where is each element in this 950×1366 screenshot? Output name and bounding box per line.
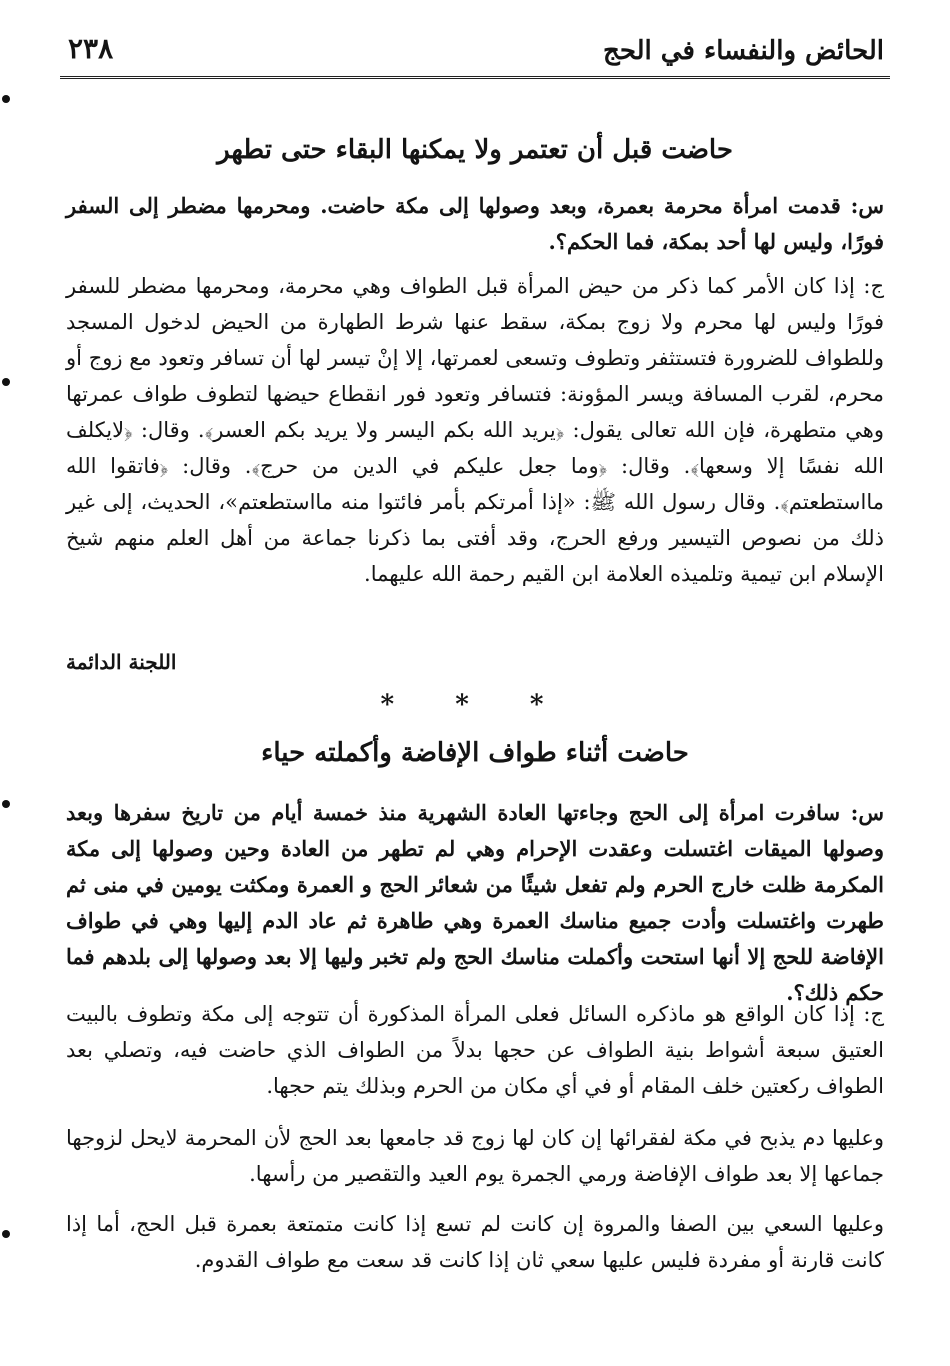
section-title-2: حاضت أثناء طواف الإفاضة وأكملته حياء <box>261 738 689 768</box>
margin-mark <box>2 378 10 386</box>
page-header <box>60 30 890 79</box>
page-number: ٢٣٨ <box>68 32 114 65</box>
answer-2-paragraph-1: ج: إذا كان الواقع هو ماذكره السائل فعلى المرأة المذكورة أن تتوجه إلى مكة وتطوف بالبيت العتيق سبعة أشواط بنية الطواف عن حجها بدلاً من الطواف الذي حاضت فيه، وتصلي بعد الطواف ركعتين خلف المقام أو في أي مكان من الحرم وبذلك يتم حجها. <box>66 1002 884 1098</box>
question-2: س: سافرت امرأة إلى الحج وجاءتها العادة الشهرية منذ خمسة أيام من تاريخ سفرها وبعد وصولها الميقات اغتسلت وعقدت الإحرام وهي لم تطهر من العادة وحين وصولها إلى مكة المكرمة ظلت خارج الحرم ولم تفعل شيئًا من شعائر الحج و العمرة ومكثت يومين في منى ثم طهرت واغتسلت وأدت جميع مناسك العمرة وهي طاهرة ثم عاد الدم إليها وهي في طواف الإفاضة للحج إلا أنها استحت وأكملت مناسك الحج ولم تخبر وليها إلا بعد وصولها إلى بلدهم فما حكم ذلك؟. <box>66 800 884 1005</box>
margin-mark <box>2 1230 10 1238</box>
answer-2-paragraph-3: وعليها السعي بين الصفا والمروة إن كانت لم تسع إذا كانت متمتعة بعمرة قبل الحج، أما إذا كانت قارنة أو مفردة فليس عليها سعي ثان إذا كانت قد سعت مع طواف القدوم. <box>66 1212 884 1272</box>
answer-1: ج: إذا كان الأمر كما ذكر من حيض المرأة قبل الطواف وهي محرمة، ومحرمها مضطر للسفر فورًا وليس لها محرم ولا زوج بمكة، سقط عنها شرط الطهارة من الحيض لدخول المسجد وللطواف للضرورة فتستثفر وتطوف وتسعى لعمرتها، إلا إنْ تيسر لها أن تسافر وتعود مع زوج أو محرم، لقرب المسافة ويسر المؤونة: فتسافر وتعود فور انقطاع حيضها لتطوف طواف عمرتها وهي متطهرة، فإن الله تعالى يقول: ﴿يريد الله بكم اليسر ولا يريد بكم العسر﴾. وقال: ﴿لايكلف الله نفسًا إلا وسعها﴾. وقال: ﴿وما جعل عليكم في الدين من حرج﴾. وقال: ﴿فاتقوا الله مااستطعتم﴾. وقال رسول الله ﷺ: «إذا أمرتكم بأمر فائتوا منه مااستطعتم»، الحديث، إلى غير ذلك من نصوص التيسير ورفع الحرج، وقد أفتى بما ذكرنا جماعة من أهل العلم منهم شيخ الإسلام ابن تيمية وتلميذه العلامة ابن القيم رحمة الله عليهما. <box>66 274 884 586</box>
signature: اللجنة الدائمة <box>66 650 177 674</box>
separator-stars: * * * <box>380 690 570 720</box>
margin-mark <box>2 95 10 103</box>
question-1: س: قدمت امرأة محرمة بعمرة، وبعد وصولها إلى مكة حاضت. ومحرمها مضطر إلى السفر فورًا، وليس لها أحد بمكة، فما الحكم؟. <box>66 193 884 254</box>
answer-2-paragraph-2: وعليها دم يذبح في مكة لفقرائها إن كان لها زوج قد جامعها بعد الحج لأن المحرمة لايحل لزوجها جماعها إلا بعد طواف الإفاضة ورمي الجمرة يوم العيد والتقصير من رأسها. <box>66 1126 884 1186</box>
section-title-1: حاضت قبل أن تعتمر ولا يمكنها البقاء حتى تطهر <box>217 135 733 165</box>
margin-mark <box>2 800 10 808</box>
running-title: الحائض والنفساء في الحج <box>603 36 884 66</box>
